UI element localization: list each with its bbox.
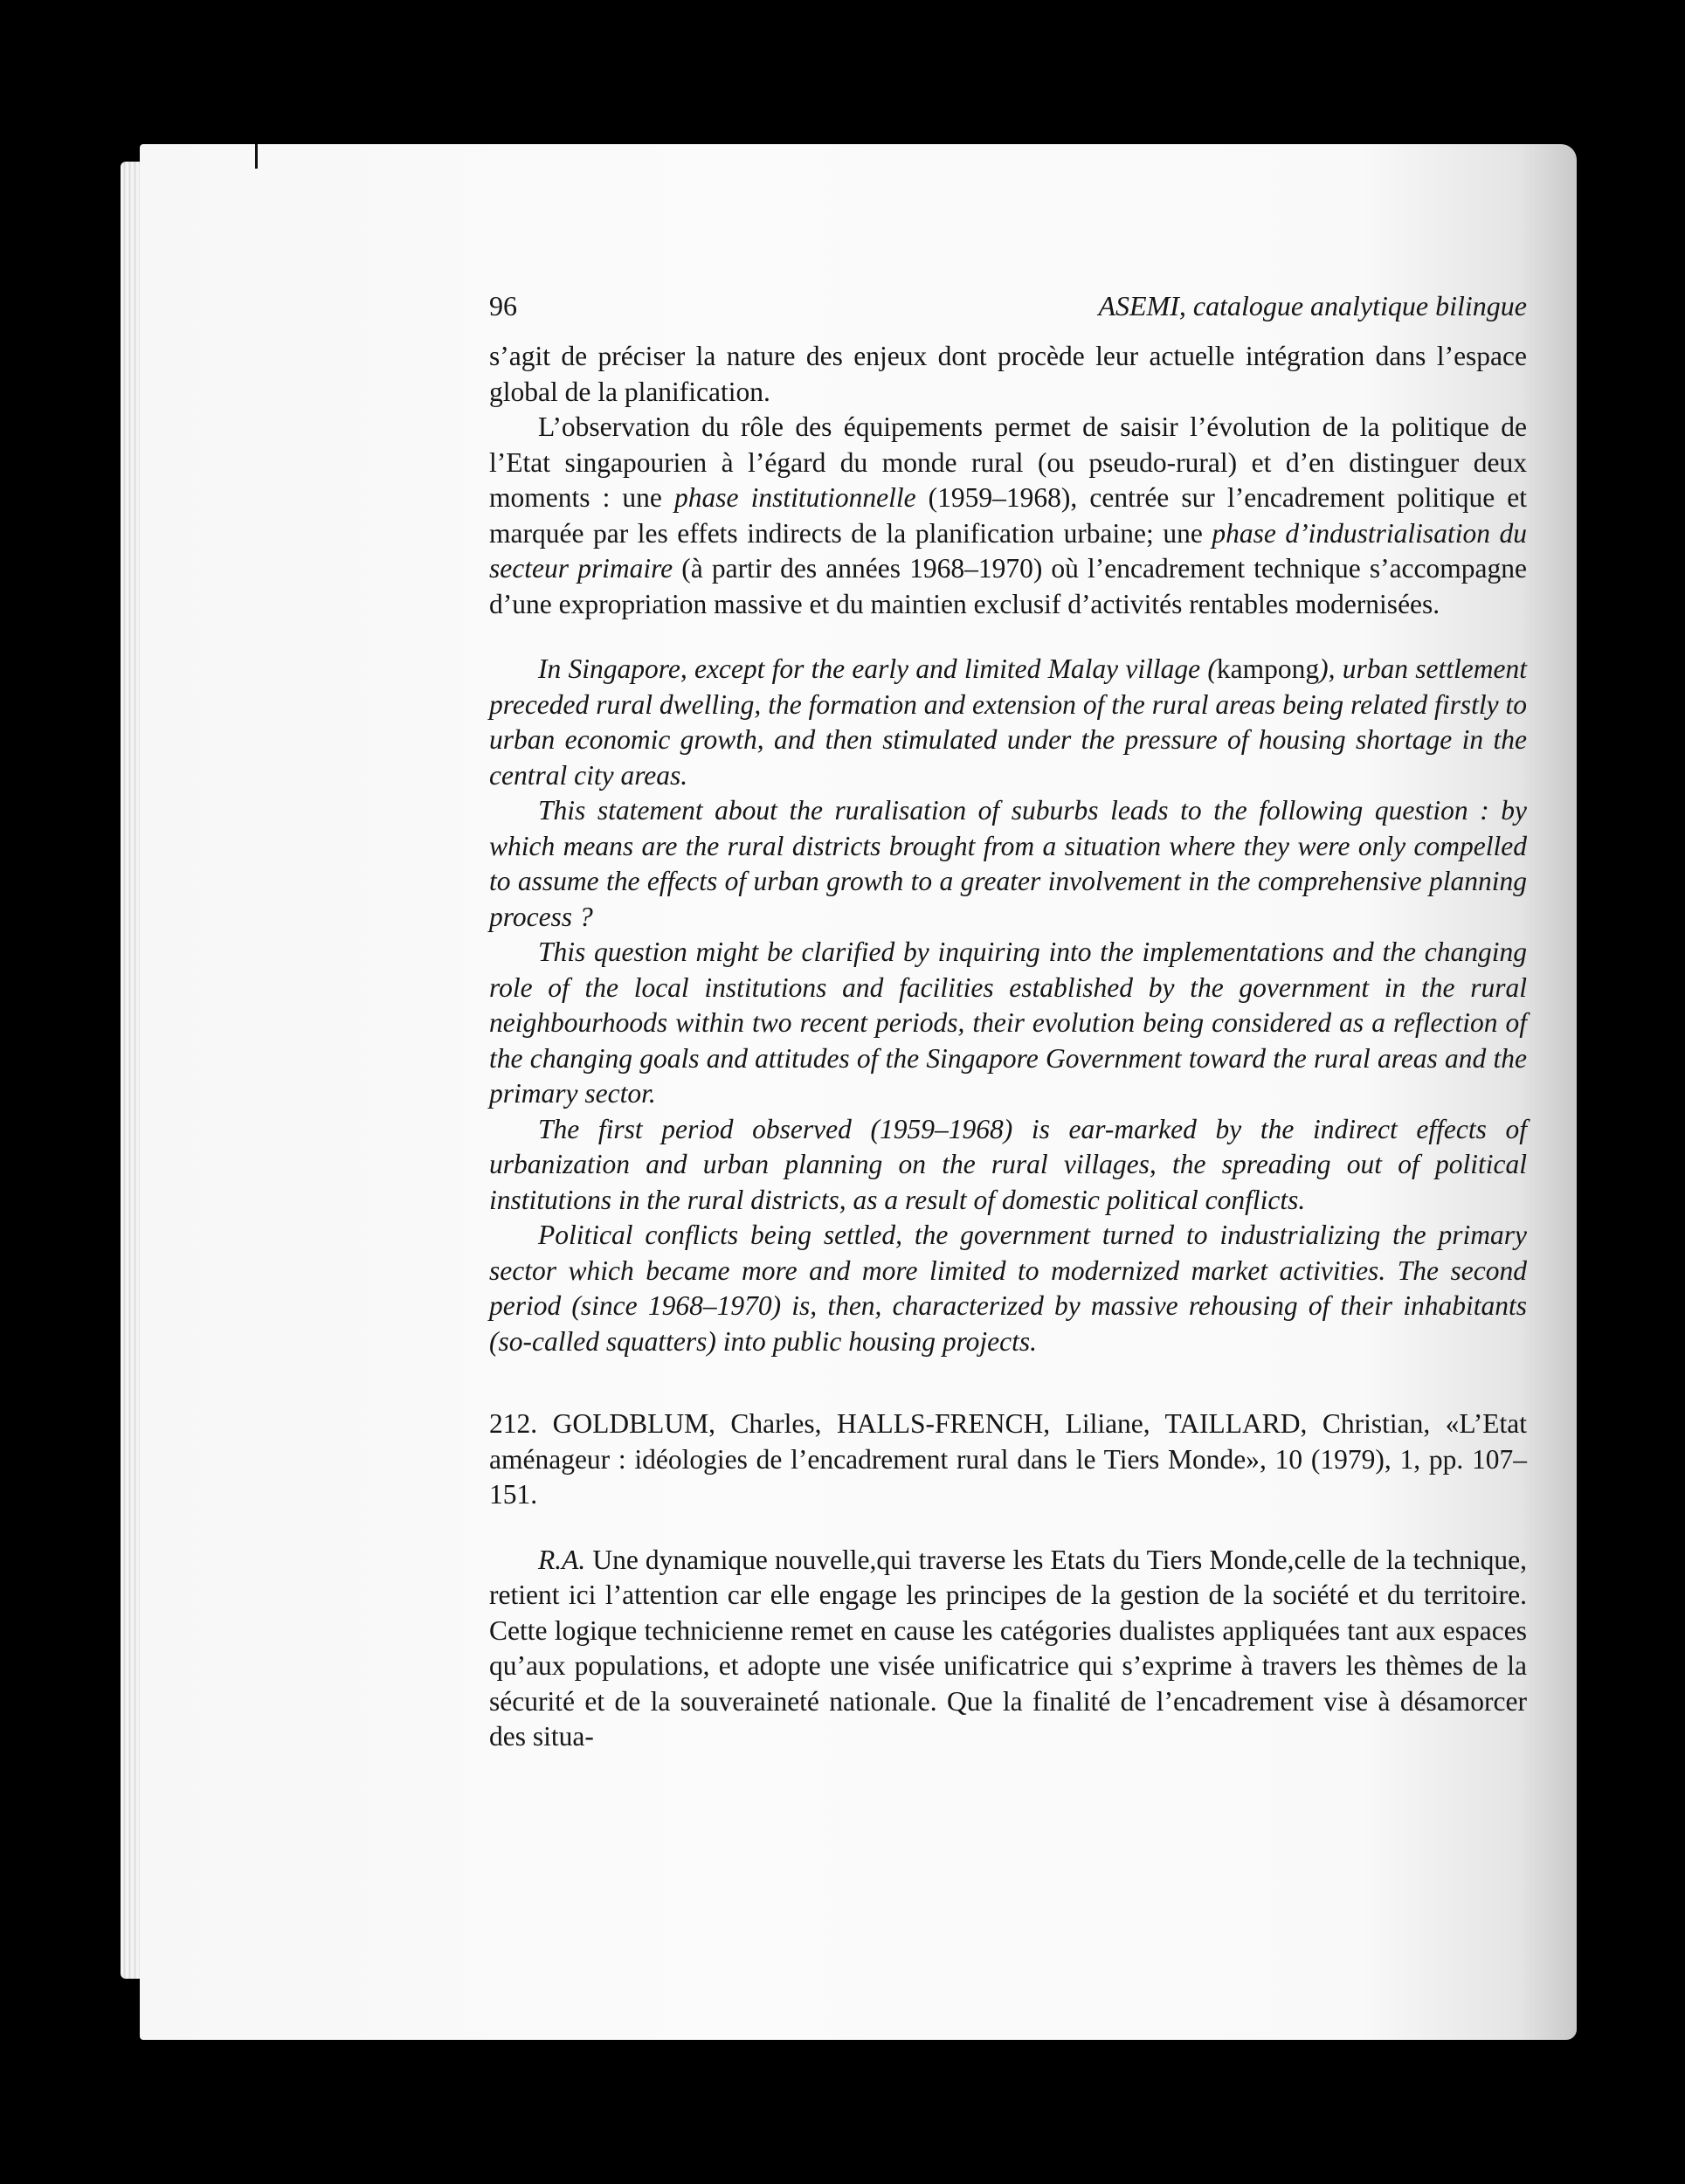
english-paragraph-2: This statement about the ruralisation of suburbs leads to the following question : by which means are the rural districts brought from a situation where they were only compelled to assume the effects of urban growth to a greater involvement in the comprehensive planning process ? xyxy=(489,795,1527,932)
english-paragraph-5: Political conflicts being settled, the government turned to industrializing the primary sector which became more and more limited to modernized market activities. The second period (since 1968–1970) is, then, characterized by massive rehousing of their inhabitants (so-called squatters) into public housing projects. xyxy=(489,1220,1527,1357)
entry-inner-gap xyxy=(489,1513,1527,1543)
page-header xyxy=(489,288,1527,339)
english-summary xyxy=(489,652,1527,1359)
french-paragraph-1: s’agit de préciser la nature des enjeux dont procède leur actuelle intégration dans l’espace global de la planification. xyxy=(489,341,1527,407)
page-number: 96 xyxy=(489,290,517,321)
english-p1-text-c: ), urban settlement preceded rural dwelling, the formation and extension of the rural areas being related firstly to urban economic growth, and then stimulated under the pressure of housing shortage in the central city areas. xyxy=(489,653,1527,791)
ra-label: R.A. xyxy=(538,1544,586,1575)
entry-212-abstract xyxy=(489,1543,1527,1755)
english-paragraph-1 xyxy=(489,652,1527,793)
french-p2-text-e: (à partir des années 1968–1970) où l’encadrement technique s’accompagne d’une expropriation massive et du maintien exclusif d’activités rentables modernisées. xyxy=(489,553,1527,619)
french-p2-text-a: L’observation du rôle des équipements permet de saisir l’évolution de la politique de l’Etat singapourien à l’égard du monde rural (ou pseudo-rural) et d’en distinguer deux moments : une xyxy=(489,411,1527,513)
binding-mark xyxy=(255,144,258,169)
section-gap xyxy=(489,622,1527,652)
french-p2-text-c: (1959–1968), centrée sur l’encadrement politique et marquée par les effets indirects de la planification urbaine; une xyxy=(489,482,1527,549)
english-p1-kampong: kampong xyxy=(1216,653,1320,684)
english-paragraph-4: The first period observed (1959–1968) is ear-marked by the indirect effects of urbanization and urban planning on the rural villages, the spreading out of political institutions in the rural districts, as a result of domestic political conflicts. xyxy=(489,1113,1527,1215)
entry-212-citation: 212. GOLDBLUM, Charles, HALLS-FRENCH, Liliane, TAILLARD, Christian, «L’Etat aménageur : idéologies de l’encadrement rural dans le Tiers Monde», 10 (1979), 1, pp. 107–151. xyxy=(489,1408,1527,1510)
running-head: ASEMI, catalogue analytique bilingue xyxy=(1098,290,1527,321)
english-paragraph-3: This question might be clarified by inquiring into the implementations and the changing role of the local institutions and facilities established by the government in the rural neighbourhoods within two recent periods, their evolution being considered as a reflection of the changing goals and attitudes of the Singapore Government toward the rural areas and the primary sector. xyxy=(489,936,1527,1109)
entry-gap xyxy=(489,1359,1527,1406)
french-p2-italic-b: phase institutionnelle xyxy=(674,482,916,513)
page-content xyxy=(489,288,1527,1755)
french-p2-italic-d: phase d’industrialisation du secteur primaire xyxy=(489,517,1527,584)
ra-text: Une dynamique nouvelle,qui traverse les Etats du Tiers Monde,celle de la technique, retient ici l’attention car elle engage les principes de la gestion de la société et du territoire. Cette logique technicienne remet en cause les catégories dualistes appliquées tant aux espaces qu’aux populations, et adopte une visée unificatrice qui s’exprime à travers les thèmes de la sécurité et de la souveraineté nationale. Que la finalité de l’encadrement vise à désamorcer des situa- xyxy=(489,1544,1527,1752)
english-p1-text-a: In Singapore, except for the early and limited Malay village ( xyxy=(538,653,1217,684)
french-paragraph-2 xyxy=(489,410,1527,622)
